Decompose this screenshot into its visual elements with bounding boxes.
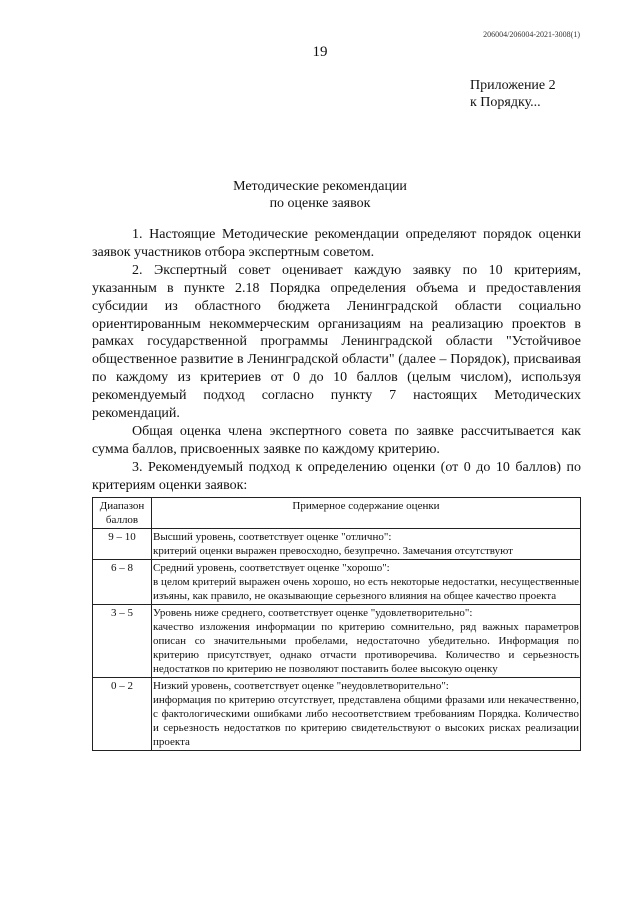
header-range: Диапазон баллов: [93, 498, 152, 529]
grading-table: [92, 497, 581, 751]
title-line-2: по оценке заявок: [269, 196, 371, 211]
paragraph-2: 2. Экспертный совет оценивает каждую заявку по 10 критериям, указанным в пункте 2.18 Порядка определения объема и предоставления субсидии из областного бюджета Ленинградской области социально ориентированным некоммерческим организациям на реализацию проектов в рамках государственной программы Ленинградской области "Устойчивое общественное развитие в Ленинградской области" (далее – Порядок), присваивая по каждому из критериев от 0 до 10 баллов (целым числом), используя рекомендуемый подход согласно пункту 7 настоящих Методических рекомендаций.: [92, 262, 581, 422]
body-text: [92, 226, 581, 495]
table-row: [93, 560, 581, 605]
page-number: 19: [312, 44, 328, 60]
description-cell: [152, 678, 581, 751]
document-title: [0, 178, 640, 212]
appendix-line-1: Приложение 2: [470, 78, 556, 93]
level-description: в целом критерий выражен очень хорошо, но есть некоторые недостатки, несущественные изъяны, как правило, не оказывающие серьезного влияния на общее качество проекта: [153, 576, 579, 602]
level-description: информация по критерию отсутствует, представлена общими фразами или некачественно, с фактологическими ошибками либо несоответствием требованиям Порядка. Количество и серьезность недостатков по критерию свидетельствуют о высоких рисках реализации проекта: [153, 694, 579, 748]
level-label: Низкий уровень, соответствует оценке "неудовлетворительно":: [153, 680, 449, 692]
title-line-1: Методические рекомендации: [233, 179, 407, 194]
appendix-label: [470, 77, 556, 111]
paragraph-4: 3. Рекомендуемый подход к определению оценки (от 0 до 10 баллов) по критериям оценки заявок:: [92, 459, 581, 493]
table-row: [93, 678, 581, 751]
document-id: 206004/206004-2021-3008(1): [483, 30, 580, 39]
paragraph-3: Общая оценка члена экспертного совета по заявке рассчитывается как сумма баллов, присвоенных заявке по каждому критерию.: [92, 423, 581, 457]
description-cell: [152, 560, 581, 605]
description-cell: [152, 605, 581, 678]
description-cell: [152, 529, 581, 560]
appendix-line-2: к Порядку...: [470, 95, 541, 110]
table-row: [93, 605, 581, 678]
level-description: критерий оценки выражен превосходно, безупречно. Замечания отсутствуют: [153, 545, 513, 557]
paragraph-1: 1. Настоящие Методические рекомендации определяют порядок оценки заявок участников отбора экспертным советом.: [92, 227, 581, 260]
table-header-row: [93, 498, 581, 529]
table-row: [93, 529, 581, 560]
range-cell: 9 – 10: [93, 529, 152, 560]
range-cell: 0 – 2: [93, 678, 152, 751]
range-cell: 3 – 5: [93, 605, 152, 678]
level-description: качество изложения информации по критерию сомнительно, ряд важных параметров описан со значительными пробелами, недостаточно убедительно. Информация по критерию присутствует, однако отчасти противоречива. Количество и серьезность недостатков по критерию не позволяют поставить более высокую оценку: [153, 621, 579, 675]
header-content: Примерное содержание оценки: [152, 498, 581, 529]
level-label: Средний уровень, соответствует оценке "хорошо":: [153, 562, 390, 574]
range-cell: 6 – 8: [93, 560, 152, 605]
level-label: Высший уровень, соответствует оценке "отлично":: [153, 531, 392, 543]
level-label: Уровень ниже среднего, соответствует оценке "удовлетворительно":: [153, 607, 473, 619]
